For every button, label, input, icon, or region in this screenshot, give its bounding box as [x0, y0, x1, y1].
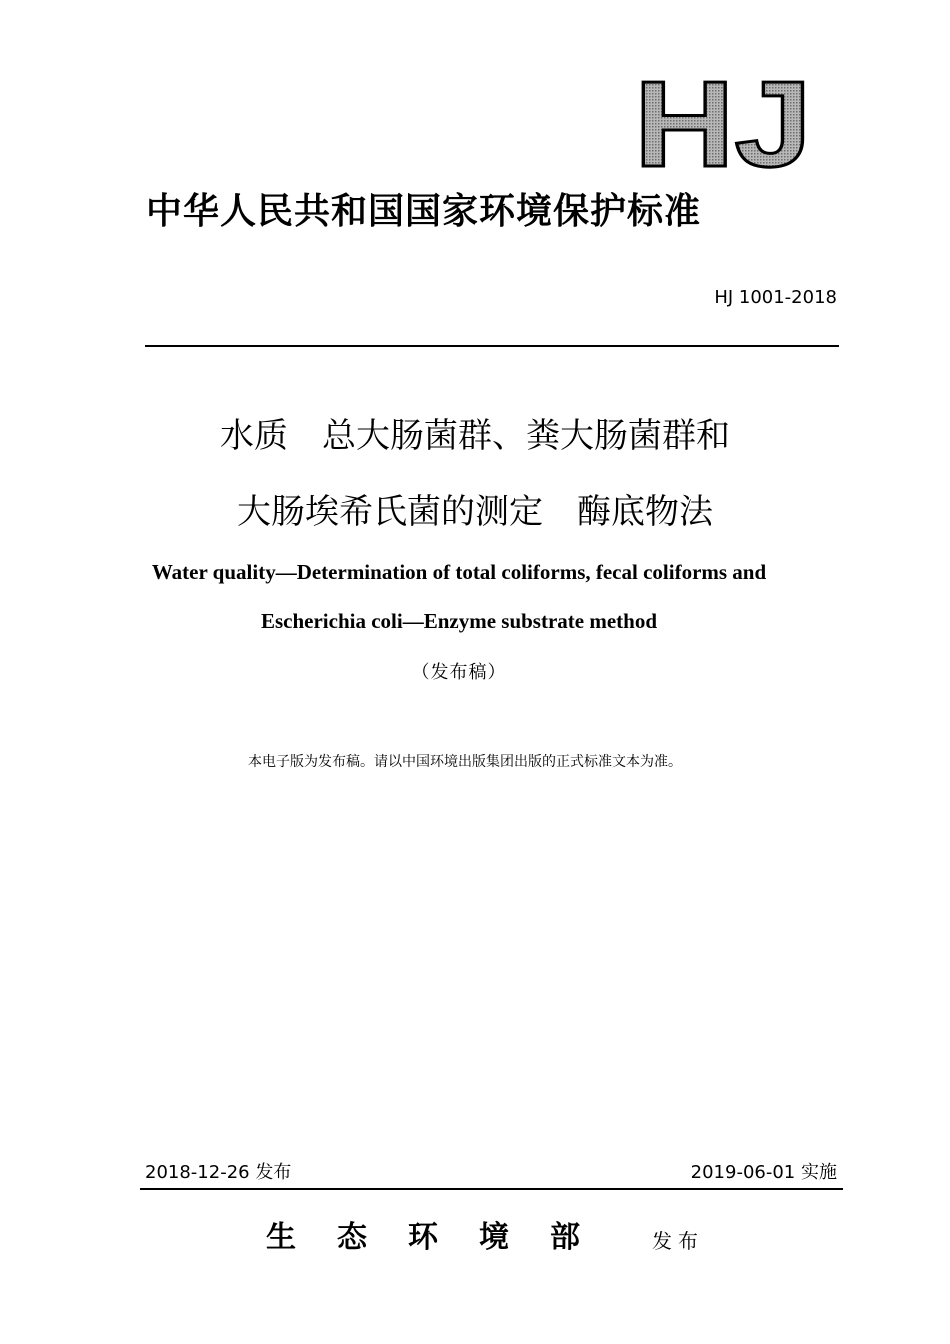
issuer-suffix: 发布 [652, 1229, 704, 1253]
standard-type-heading: 中华人民共和国国家环境保护标准 [146, 191, 702, 232]
effective-date: 2019-06-01 实施 [690, 1162, 837, 1183]
title-cn-line2: 大肠埃希氏菌的测定 酶底物法 [237, 492, 713, 532]
hj-logo [634, 72, 814, 172]
standard-number: HJ 1001-2018 [714, 287, 837, 308]
title-cn-line1: 水质 总大肠菌群、粪大肠菌群和 [220, 416, 730, 456]
header-divider [145, 345, 839, 347]
issuer-name: 生态环境部 [266, 1220, 621, 1255]
title-en-line1: Water quality—Determination of total coliforms, fecal coliforms and [151, 560, 767, 584]
draft-label: （发布稿） [411, 662, 507, 683]
edition-note: 本电子版为发布稿。请以中国环境出版集团出版的正式标准文本为准。 [248, 754, 682, 770]
hj-logo-text: HJ [634, 72, 812, 172]
release-date: 2018-12-26 发布 [145, 1162, 292, 1183]
title-en-line2: Escherichia coli—Enzyme substrate method [260, 609, 658, 633]
footer-divider [140, 1188, 843, 1190]
